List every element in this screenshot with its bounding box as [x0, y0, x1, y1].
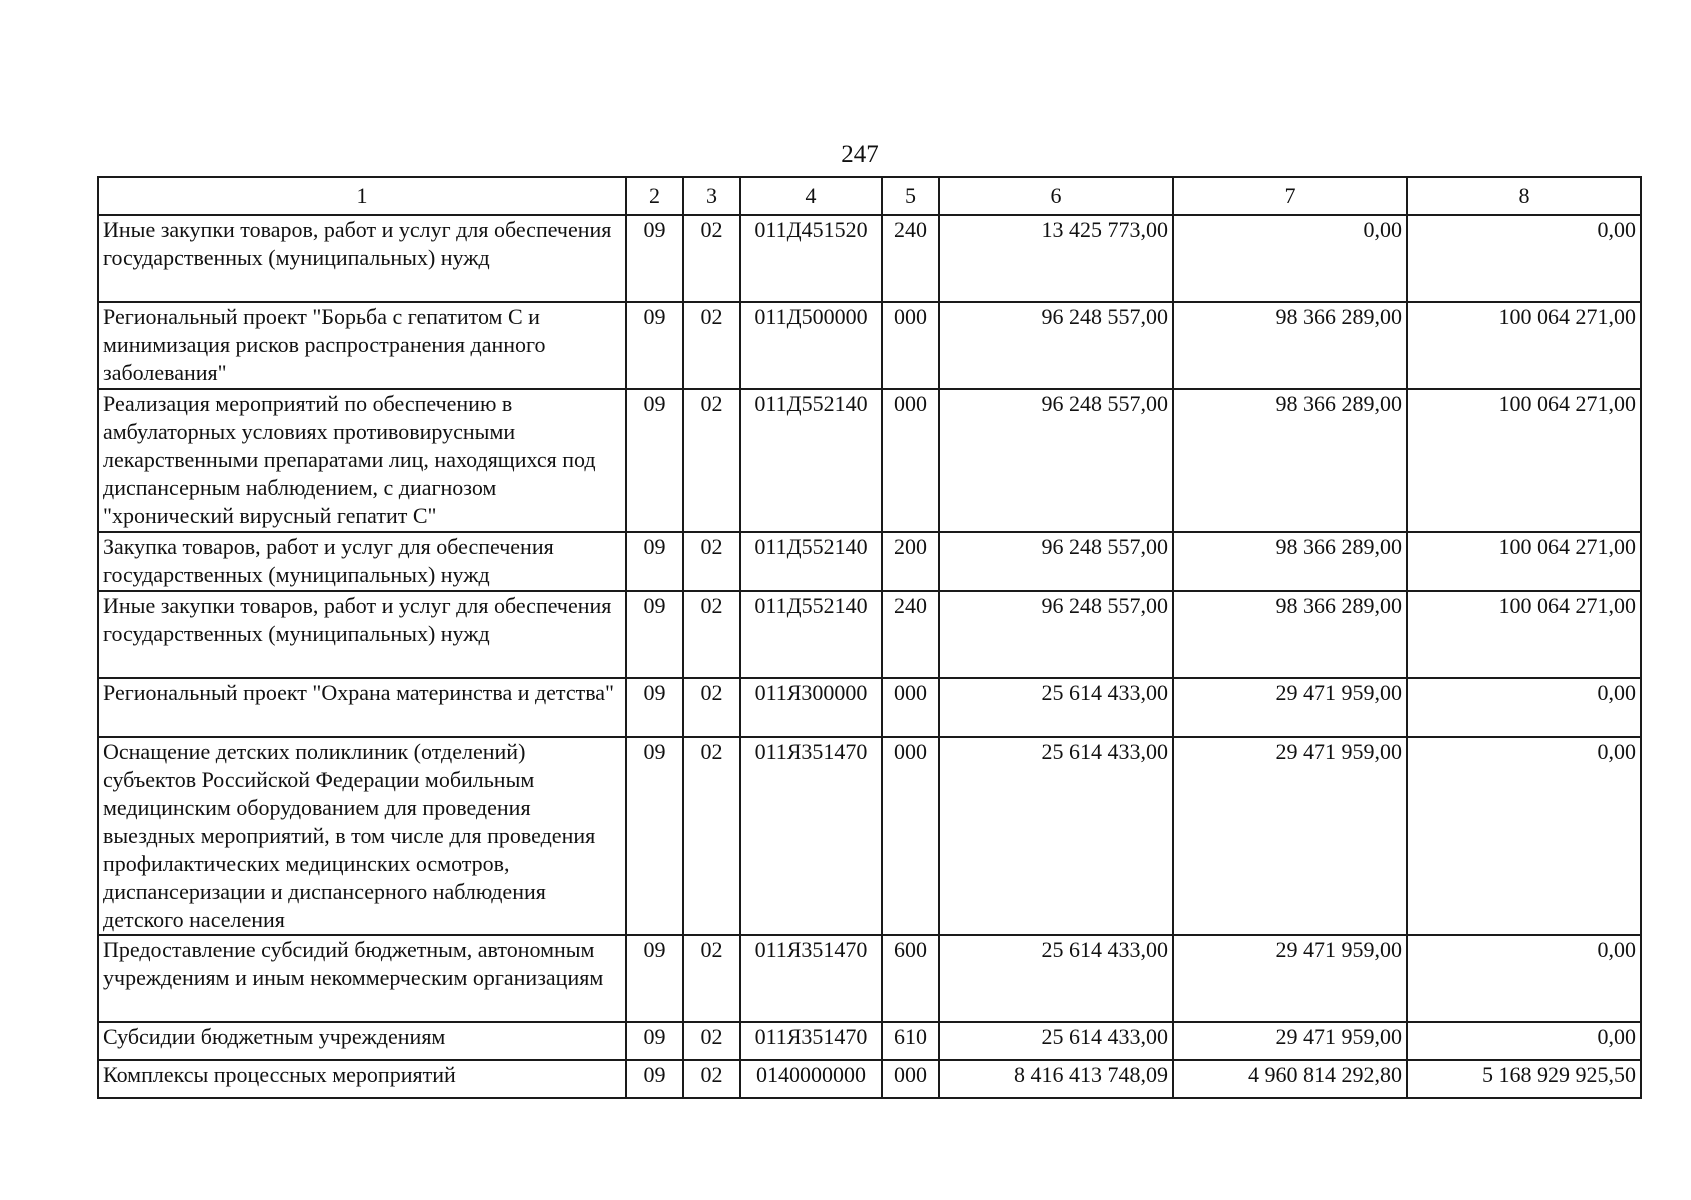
row-amount-col8: 0,00	[1407, 737, 1641, 935]
row-amount-col6: 25 614 433,00	[939, 1022, 1173, 1060]
row-target-code: 011Я351470	[740, 737, 882, 935]
row-amount-col7: 29 471 959,00	[1173, 1022, 1407, 1060]
table-row	[98, 532, 1641, 591]
row-amount-col6: 25 614 433,00	[939, 737, 1173, 935]
row-subsection: 02	[683, 678, 740, 737]
row-name: Предоставление субсидий бюджетным, автономным учреждениям и иным некоммерческим организациям	[98, 935, 626, 1022]
row-target-code: 0140000000	[740, 1060, 882, 1098]
row-amount-col8: 100 064 271,00	[1407, 591, 1641, 678]
budget-table	[97, 176, 1642, 1099]
row-name: Комплексы процессных мероприятий	[98, 1060, 626, 1098]
row-section: 09	[626, 737, 683, 935]
row-subsection: 02	[683, 935, 740, 1022]
row-target-code: 011Д552140	[740, 532, 882, 591]
row-section: 09	[626, 1060, 683, 1098]
row-amount-col8: 0,00	[1407, 935, 1641, 1022]
row-target-code: 011Д552140	[740, 389, 882, 532]
row-target-code: 011Д552140	[740, 591, 882, 678]
row-expense-type: 200	[882, 532, 939, 591]
row-name: Оснащение детских поликлиник (отделений) субъектов Российской Федерации мобильным медицинским оборудованием для проведения выездных мероприятий, в том числе для проведения профилактических медицинских осмотров, диспансеризации и диспансерного наблюдения детского населения	[98, 737, 626, 935]
row-amount-col6: 96 248 557,00	[939, 591, 1173, 678]
row-expense-type: 240	[882, 591, 939, 678]
row-section: 09	[626, 302, 683, 389]
row-amount-col7: 98 366 289,00	[1173, 302, 1407, 389]
column-header: 5	[882, 177, 939, 215]
column-header: 2	[626, 177, 683, 215]
row-expense-type: 000	[882, 389, 939, 532]
row-subsection: 02	[683, 737, 740, 935]
row-amount-col8: 5 168 929 925,50	[1407, 1060, 1641, 1098]
row-target-code: 011Я351470	[740, 935, 882, 1022]
row-section: 09	[626, 215, 683, 302]
row-subsection: 02	[683, 389, 740, 532]
row-amount-col7: 98 366 289,00	[1173, 532, 1407, 591]
row-amount-col7: 29 471 959,00	[1173, 737, 1407, 935]
row-amount-col6: 25 614 433,00	[939, 678, 1173, 737]
row-amount-col7: 29 471 959,00	[1173, 935, 1407, 1022]
row-section: 09	[626, 389, 683, 532]
row-target-code: 011Д451520	[740, 215, 882, 302]
table-row	[98, 302, 1641, 389]
row-amount-col6: 13 425 773,00	[939, 215, 1173, 302]
row-subsection: 02	[683, 1060, 740, 1098]
table-row	[98, 1022, 1641, 1060]
row-amount-col8: 100 064 271,00	[1407, 302, 1641, 389]
row-expense-type: 600	[882, 935, 939, 1022]
table-row	[98, 591, 1641, 678]
table-row	[98, 1060, 1641, 1098]
row-expense-type: 000	[882, 737, 939, 935]
row-amount-col8: 0,00	[1407, 215, 1641, 302]
row-section: 09	[626, 591, 683, 678]
row-name: Региональный проект "Охрана материнства и детства"	[98, 678, 626, 737]
row-amount-col8: 0,00	[1407, 678, 1641, 737]
row-target-code: 011Я300000	[740, 678, 882, 737]
column-header: 6	[939, 177, 1173, 215]
table-row	[98, 935, 1641, 1022]
column-header: 8	[1407, 177, 1641, 215]
row-amount-col6: 96 248 557,00	[939, 389, 1173, 532]
row-amount-col7: 29 471 959,00	[1173, 678, 1407, 737]
row-amount-col7: 4 960 814 292,80	[1173, 1060, 1407, 1098]
row-expense-type: 240	[882, 215, 939, 302]
row-amount-col8: 100 064 271,00	[1407, 389, 1641, 532]
row-name: Иные закупки товаров, работ и услуг для обеспечения государственных (муниципальных) нужд	[98, 215, 626, 302]
row-section: 09	[626, 1022, 683, 1060]
row-name: Иные закупки товаров, работ и услуг для обеспечения государственных (муниципальных) нужд	[98, 591, 626, 678]
row-amount-col6: 8 416 413 748,09	[939, 1060, 1173, 1098]
row-amount-col7: 0,00	[1173, 215, 1407, 302]
row-subsection: 02	[683, 302, 740, 389]
row-name: Региональный проект "Борьба с гепатитом С и минимизация рисков распространения данного заболевания"	[98, 302, 626, 389]
row-subsection: 02	[683, 215, 740, 302]
row-expense-type: 000	[882, 678, 939, 737]
column-header: 4	[740, 177, 882, 215]
row-target-code: 011Я351470	[740, 1022, 882, 1060]
row-name: Субсидии бюджетным учреждениям	[98, 1022, 626, 1060]
row-amount-col7: 98 366 289,00	[1173, 591, 1407, 678]
table-row	[98, 389, 1641, 532]
column-header: 7	[1173, 177, 1407, 215]
column-header: 3	[683, 177, 740, 215]
table-row	[98, 215, 1641, 302]
page-number: 247	[841, 141, 879, 168]
row-amount-col6: 96 248 557,00	[939, 532, 1173, 591]
row-subsection: 02	[683, 591, 740, 678]
row-subsection: 02	[683, 1022, 740, 1060]
row-section: 09	[626, 532, 683, 591]
row-amount-col7: 98 366 289,00	[1173, 389, 1407, 532]
row-target-code: 011Д500000	[740, 302, 882, 389]
table-header-row	[98, 177, 1641, 215]
row-name: Закупка товаров, работ и услуг для обеспечения государственных (муниципальных) нужд	[98, 532, 626, 591]
row-name: Реализация мероприятий по обеспечению в амбулаторных условиях противовирусными лекарственными препаратами лиц, находящихся под диспансерным наблюдением, с диагнозом "хронический вирусный гепатит С"	[98, 389, 626, 532]
row-amount-col6: 25 614 433,00	[939, 935, 1173, 1022]
row-section: 09	[626, 935, 683, 1022]
row-subsection: 02	[683, 532, 740, 591]
row-expense-type: 610	[882, 1022, 939, 1060]
row-amount-col8: 100 064 271,00	[1407, 532, 1641, 591]
row-amount-col8: 0,00	[1407, 1022, 1641, 1060]
table-row	[98, 678, 1641, 737]
row-expense-type: 000	[882, 302, 939, 389]
row-amount-col6: 96 248 557,00	[939, 302, 1173, 389]
row-section: 09	[626, 678, 683, 737]
row-expense-type: 000	[882, 1060, 939, 1098]
column-header: 1	[98, 177, 626, 215]
table-row	[98, 737, 1641, 935]
